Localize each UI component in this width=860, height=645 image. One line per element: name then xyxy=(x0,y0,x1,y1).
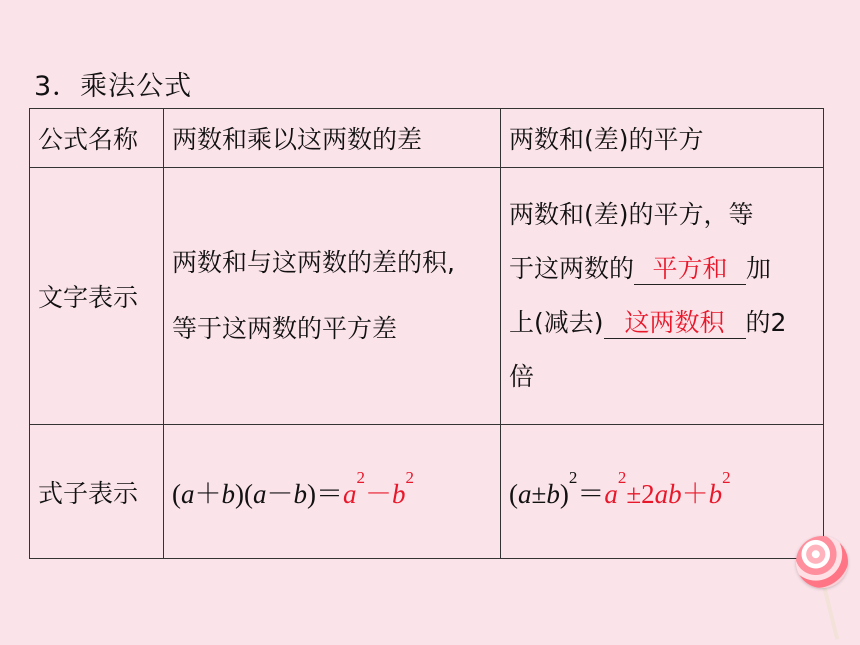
label-formula-form: 式子表示 xyxy=(30,425,164,559)
square-formula-answer xyxy=(604,468,731,509)
section-heading: 3．乘法公式 xyxy=(34,71,193,102)
difference-text-line-1: 两数和与这两数的差的积, xyxy=(172,248,455,277)
var-b: b xyxy=(221,479,235,509)
answer-plus-minus-two: ±2 xyxy=(626,479,655,509)
square-text-line-2-prefix: 于这两数的 xyxy=(509,254,635,283)
plus-minus-sign: ± xyxy=(531,479,547,509)
answer-minus: － xyxy=(364,479,392,509)
answer-exponent: 2 xyxy=(617,468,627,487)
answer-exponent: 2 xyxy=(405,468,414,487)
var-a: a xyxy=(252,479,267,509)
square-text-line-1: 两数和(差)的平方，等 xyxy=(509,200,754,229)
answer-var-a: a xyxy=(604,479,618,509)
formula-table xyxy=(29,108,824,559)
paren-open: ( xyxy=(172,479,181,509)
var-b: b xyxy=(293,479,307,509)
minus-sign: － xyxy=(266,479,294,509)
equals-sign: ＝ xyxy=(577,479,605,509)
header-difference-product: 两数和乘以这两数的差 xyxy=(164,109,501,168)
answer-plus: ＋ xyxy=(681,479,709,509)
answer-exponent: 2 xyxy=(722,468,731,487)
answer-var-ab: ab xyxy=(654,479,682,509)
answer-blank-sum-of-squares: 平方和 xyxy=(634,254,746,285)
difference-text-line-2: 等于这两数的平方差 xyxy=(172,314,398,343)
table-header-row xyxy=(30,109,824,168)
paren-close-equals: )＝ xyxy=(306,479,343,509)
square-text-line-3-prefix: 上(减去) xyxy=(509,308,604,337)
answer-exponent: 2 xyxy=(356,468,365,487)
square-text-line-3-suffix: 的2 xyxy=(745,308,787,337)
table-row-formula xyxy=(30,425,824,559)
square-text-line-2 xyxy=(509,242,815,296)
header-square: 两数和(差)的平方 xyxy=(501,109,824,168)
square-text-line-4: 倍 xyxy=(509,362,535,391)
difference-formula xyxy=(164,425,501,559)
square-exponent: 2 xyxy=(568,468,578,487)
answer-var-b: b xyxy=(391,479,406,509)
table-row-text xyxy=(30,168,824,425)
difference-formula-answer xyxy=(342,468,414,509)
label-text-form: 文字表示 xyxy=(30,168,164,425)
var-a: a xyxy=(181,479,195,509)
var-b: b xyxy=(546,479,560,509)
answer-var-a: a xyxy=(342,479,357,509)
square-formula xyxy=(501,425,824,559)
square-text-line-3 xyxy=(509,296,815,350)
var-a: a xyxy=(518,479,532,509)
paren-mid: )( xyxy=(235,479,253,509)
answer-blank-product: 这两数积 xyxy=(604,308,746,339)
answer-var-b: b xyxy=(708,479,723,509)
square-text-line-2-suffix: 加 xyxy=(746,254,772,283)
square-text-cell xyxy=(501,168,824,425)
header-name: 公式名称 xyxy=(30,109,164,168)
lollipop-stick xyxy=(822,586,839,640)
plus-sign: ＋ xyxy=(194,479,222,509)
difference-text-cell xyxy=(164,168,501,425)
lollipop-icon xyxy=(796,536,848,588)
paren-close: ) xyxy=(559,479,569,509)
paren-open: ( xyxy=(509,479,518,509)
